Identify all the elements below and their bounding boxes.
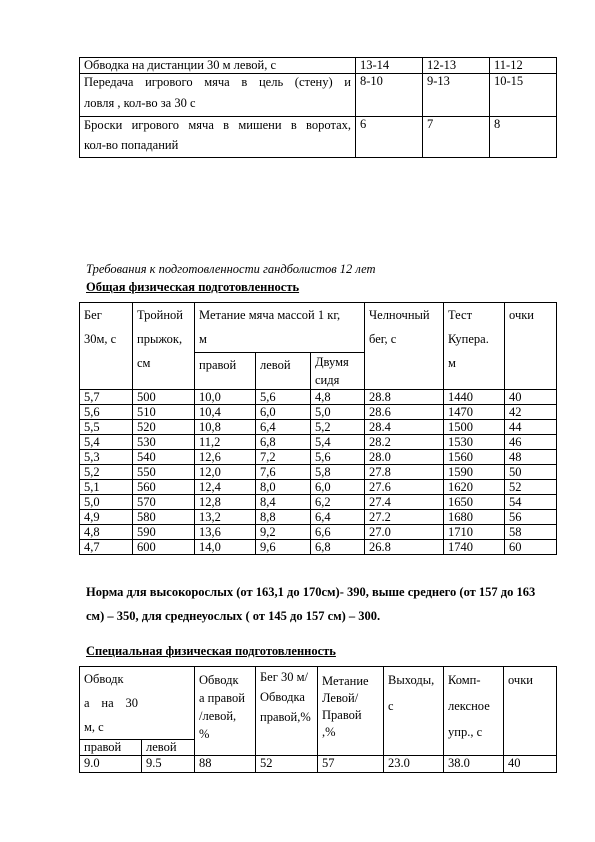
table-norms-top [79, 57, 557, 158]
table-cell: 6,8 [256, 435, 311, 450]
table-cell: 5,0 [80, 495, 133, 510]
table-cell: 500 [133, 390, 195, 405]
cell-line: Броски игрового мяча в мишени в воротах, [84, 118, 351, 132]
table-cell: 10,8 [195, 420, 256, 435]
header-points: очки [505, 303, 557, 390]
table-cell: 42 [505, 405, 557, 420]
table-cell: 28.6 [365, 405, 444, 420]
table-cell: 560 [133, 480, 195, 495]
table-cell: 26.8 [365, 540, 444, 555]
table-cell: 27.4 [365, 495, 444, 510]
section-title: Требования к подготовленности гандболистов 12 лет [86, 262, 376, 276]
table-cell: 14,0 [195, 540, 256, 555]
table-row [80, 74, 557, 117]
table-cell: 600 [133, 540, 195, 555]
table-cell: 9,6 [256, 540, 311, 555]
table-cell: 5,6 [256, 390, 311, 405]
table-cell: 540 [133, 450, 195, 465]
table-cell: 5,8 [311, 465, 365, 480]
table-cell: 550 [133, 465, 195, 480]
table-cell: 8 [490, 117, 557, 158]
table-cell: 40 [505, 390, 557, 405]
table-cell: 4,7 [80, 540, 133, 555]
table-cell: 5,2 [80, 465, 133, 480]
table-cell: 580 [133, 510, 195, 525]
table-cell: 28.0 [365, 450, 444, 465]
table-cell: 27.0 [365, 525, 444, 540]
table-cell: 10,4 [195, 405, 256, 420]
table-cell: 570 [133, 495, 195, 510]
table-cell: 12,8 [195, 495, 256, 510]
norm-text: Норма для высокорослых (от 163,1 до 170см)- 390, выше среднего (от 157 до 163 см) – 350, для среднеуослых ( от 145 до 157 см) – 300. [86, 585, 536, 623]
section-title-special: Специальная физическая подготовленность [86, 644, 336, 658]
table-cell: 6,0 [256, 405, 311, 420]
table-cell: 6,6 [311, 525, 365, 540]
table-cell: 6,4 [311, 510, 365, 525]
header-complex: Комп- лексное упр., с [444, 667, 504, 756]
table-cell: 13,6 [195, 525, 256, 540]
table-cell: Обводка на дистанции 30 м левой, с [80, 58, 356, 74]
table-cell: 1470 [444, 405, 505, 420]
table-cell: 4,8 [311, 390, 365, 405]
header-dribble: Обводк а на 30 м, с [80, 667, 195, 740]
table-cell: 58 [505, 525, 557, 540]
table-row [80, 525, 557, 540]
table-cell: 1680 [444, 510, 505, 525]
table-cell: 38.0 [444, 756, 504, 773]
table-cell: 12,4 [195, 480, 256, 495]
table-cell: 1500 [444, 420, 505, 435]
header-run: Бег 30м, с [80, 303, 133, 390]
table-header-row [80, 667, 557, 740]
header-left: левой [256, 352, 311, 389]
cell-line: ловля , кол-во за 30 с [84, 96, 196, 110]
table-cell: 5,6 [80, 405, 133, 420]
table-cell: 8,0 [256, 480, 311, 495]
table-cell: 7,6 [256, 465, 311, 480]
table-header-row [80, 303, 557, 353]
table-row [80, 540, 557, 555]
table-cell: 6,2 [311, 495, 365, 510]
cell-line: кол-во попаданий [84, 138, 179, 152]
table-cell: 5,4 [311, 435, 365, 450]
table-cell: 5,6 [311, 450, 365, 465]
table-cell: 56 [505, 510, 557, 525]
table-cell: 52 [505, 480, 557, 495]
header-shuttle: Челночный бег, с [365, 303, 444, 390]
table-cell: 8-10 [356, 74, 423, 117]
header-left: левой [142, 740, 195, 756]
header-right: правой [80, 740, 142, 756]
table-cell [80, 117, 356, 158]
table-general-fitness [79, 302, 557, 555]
table-row [80, 405, 557, 420]
table-cell: 57 [318, 756, 384, 773]
table-cell: 52 [256, 756, 318, 773]
table-cell: 5,1 [80, 480, 133, 495]
table-cell [80, 74, 356, 117]
table-cell: 5,5 [80, 420, 133, 435]
table-row [80, 435, 557, 450]
header-both: Двумя сидя [311, 352, 365, 389]
table-cell: 7 [423, 117, 490, 158]
table-cell: 520 [133, 420, 195, 435]
table-cell: 6,8 [311, 540, 365, 555]
table-cell: 5,4 [80, 435, 133, 450]
table-cell: 7,2 [256, 450, 311, 465]
table-cell: 9,2 [256, 525, 311, 540]
section-subtitle: Общая физическая подготовленность [86, 280, 300, 294]
table-cell: 6,0 [311, 480, 365, 495]
table-cell: 1650 [444, 495, 505, 510]
header-exits: Выходы, с [384, 667, 444, 756]
cell-line: Передача игрового мяча в цель (стену) и [84, 75, 351, 89]
table-cell: 8,4 [256, 495, 311, 510]
table-row [80, 450, 557, 465]
table-cell: 28.2 [365, 435, 444, 450]
header-points: очки [504, 667, 557, 756]
table-cell: 60 [505, 540, 557, 555]
table-cell: 88 [195, 756, 256, 773]
table-row [80, 117, 557, 158]
header-dribble-pct: Обводк а правой /левой, % [195, 667, 256, 756]
header-jump: Тройной прыжок, см [133, 303, 195, 390]
table-cell: 1440 [444, 390, 505, 405]
table-cell: 1530 [444, 435, 505, 450]
table-cell: 8,8 [256, 510, 311, 525]
table-cell: 27.8 [365, 465, 444, 480]
table-cell: 6,4 [256, 420, 311, 435]
table-cell: 9.5 [142, 756, 195, 773]
table-row [80, 495, 557, 510]
header-throw: Метание мяча массой 1 кг, м [195, 303, 365, 353]
header-throw-pct: Метание Левой/ Правой ,% [318, 667, 384, 756]
table-cell: 12,0 [195, 465, 256, 480]
table-cell: 44 [505, 420, 557, 435]
table-cell: 11-12 [490, 58, 557, 74]
table-cell: 50 [505, 465, 557, 480]
header-run-pct: Бег 30 м/ Обводка правой,% [256, 667, 318, 756]
table-cell: 13,2 [195, 510, 256, 525]
table-cell: 6 [356, 117, 423, 158]
table-cell: 1590 [444, 465, 505, 480]
table-cell: 28.8 [365, 390, 444, 405]
table-cell: 23.0 [384, 756, 444, 773]
table-cell: 590 [133, 525, 195, 540]
table-row [80, 58, 557, 74]
table-cell: 5,0 [311, 405, 365, 420]
header-cooper: Тест Купера. м [444, 303, 505, 390]
table-cell: 54 [505, 495, 557, 510]
table-row [80, 420, 557, 435]
table-body [80, 390, 557, 555]
table-cell: 1740 [444, 540, 505, 555]
table-cell: 5,2 [311, 420, 365, 435]
table-cell: 48 [505, 450, 557, 465]
table-row [80, 756, 557, 773]
table-cell: 10-15 [490, 74, 557, 117]
table-cell: 5,7 [80, 390, 133, 405]
table-cell: 9-13 [423, 74, 490, 117]
table-cell: 12-13 [423, 58, 490, 74]
table-cell: 4,9 [80, 510, 133, 525]
table-cell: 530 [133, 435, 195, 450]
table-cell: 4,8 [80, 525, 133, 540]
table-cell: 9.0 [80, 756, 142, 773]
table-cell: 1710 [444, 525, 505, 540]
table-cell: 13-14 [356, 58, 423, 74]
table-cell: 11,2 [195, 435, 256, 450]
header-right: правой [195, 352, 256, 389]
table-cell: 27.6 [365, 480, 444, 495]
table-cell: 12,6 [195, 450, 256, 465]
table-cell: 27.2 [365, 510, 444, 525]
table-cell: 1560 [444, 450, 505, 465]
table-cell: 28.4 [365, 420, 444, 435]
table-cell: 1620 [444, 480, 505, 495]
table-cell: 510 [133, 405, 195, 420]
table-cell: 40 [504, 756, 557, 773]
table-cell: 10,0 [195, 390, 256, 405]
table-cell: 5,3 [80, 450, 133, 465]
table-cell: 46 [505, 435, 557, 450]
table-row [80, 465, 557, 480]
table-row [80, 390, 557, 405]
table-special-fitness [79, 666, 557, 773]
table-row [80, 510, 557, 525]
table-row [80, 480, 557, 495]
